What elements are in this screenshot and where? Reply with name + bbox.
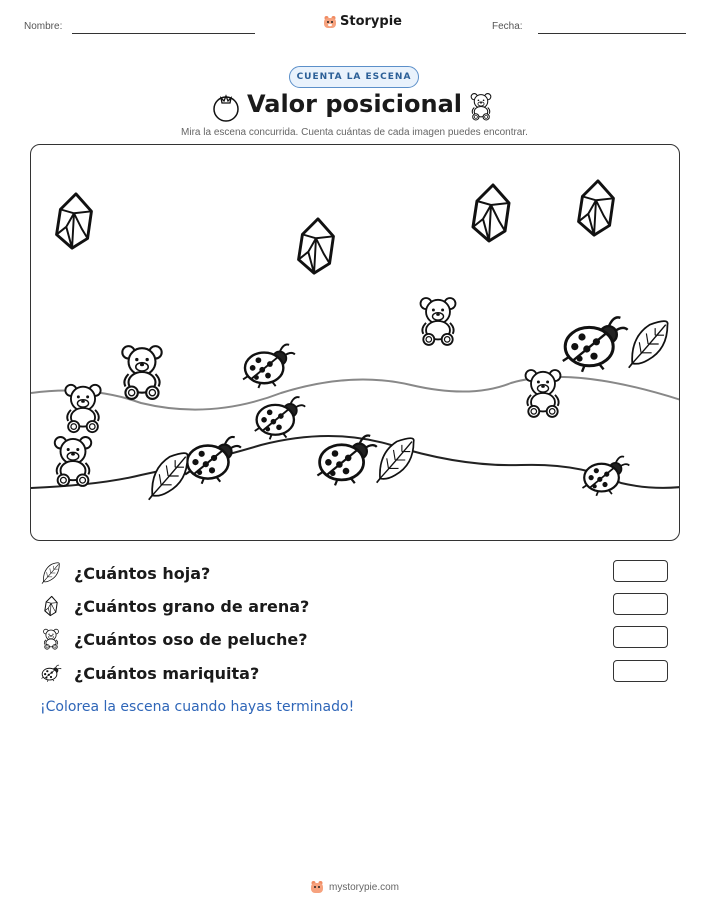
question-teddy-bear bbox=[40, 626, 307, 652]
question-text: ¿Cuántos oso de peluche? bbox=[74, 629, 308, 649]
storypie-mascot-icon bbox=[323, 15, 337, 29]
date-label: Fecha: bbox=[492, 21, 523, 32]
scene-box bbox=[30, 144, 680, 541]
ladybug-2 bbox=[255, 397, 305, 439]
crystal-2 bbox=[299, 219, 334, 273]
teddy-bear-1 bbox=[122, 346, 161, 399]
storypie-mascot-icon bbox=[310, 880, 324, 894]
crystal-3 bbox=[473, 185, 509, 241]
ladybug-1 bbox=[243, 345, 295, 389]
question-text: ¿Cuántos grano de arena? bbox=[74, 596, 310, 616]
teddy-bear-2 bbox=[65, 385, 100, 432]
question-leaf bbox=[40, 560, 210, 586]
footer-url[interactable]: mystorypie.com bbox=[328, 881, 399, 893]
instructions: Mira la escena concurrida. Cuenta cuántas de cada imagen puedes encontrar. bbox=[181, 127, 528, 138]
scene-illustration bbox=[31, 145, 680, 541]
question-text: ¿Cuántos mariquita? bbox=[74, 663, 260, 683]
teddy-bear-5 bbox=[526, 370, 561, 417]
crystal-1 bbox=[57, 194, 92, 248]
teddy-bear-decor-icon bbox=[468, 92, 494, 121]
teddy-bear-icon bbox=[40, 628, 62, 650]
leaf-1 bbox=[149, 453, 188, 500]
coloring-note: ¡Colorea la escena cuando hayas terminado! bbox=[40, 699, 355, 715]
name-field-line[interactable] bbox=[72, 33, 255, 34]
footer bbox=[0, 880, 709, 894]
ladybug-4 bbox=[317, 436, 376, 486]
name-label: Nombre: bbox=[24, 21, 63, 32]
answer-box-leaf[interactable] bbox=[613, 560, 668, 582]
question-ladybug bbox=[40, 660, 259, 686]
answer-box-crystal[interactable] bbox=[613, 593, 668, 615]
section-badge: CUENTA LA ESCENA bbox=[289, 66, 419, 88]
ladybug-5 bbox=[563, 317, 628, 371]
date-field-line[interactable] bbox=[538, 33, 686, 34]
question-crystal bbox=[40, 593, 309, 619]
ladybug-icon bbox=[40, 662, 62, 684]
ladybug-6 bbox=[582, 457, 629, 496]
teddy-bear-3 bbox=[55, 437, 91, 486]
ladybug-3 bbox=[185, 437, 241, 484]
question-text: ¿Cuántos hoja? bbox=[74, 563, 211, 583]
storypie-logo bbox=[323, 14, 402, 29]
teddy-bear-4 bbox=[421, 298, 456, 345]
leaf-icon bbox=[40, 562, 62, 584]
page-title: Valor posicional bbox=[247, 90, 462, 118]
leaf-3 bbox=[629, 321, 668, 368]
crystal-icon bbox=[40, 595, 62, 617]
answer-box-teddy-bear[interactable] bbox=[613, 626, 668, 648]
brand-name: Storypie bbox=[340, 14, 402, 29]
answer-box-ladybug[interactable] bbox=[613, 660, 668, 682]
leaf-2 bbox=[377, 438, 414, 483]
crystal-4 bbox=[579, 181, 614, 235]
